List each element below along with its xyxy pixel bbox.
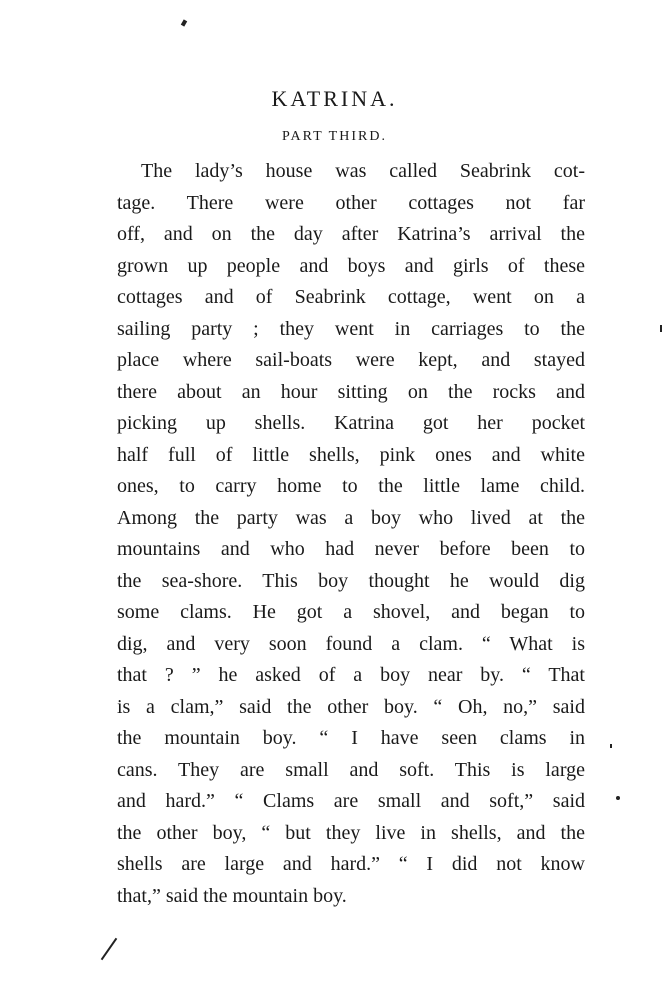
text-line: cottages and of Seabrink cottage, went on a — [117, 286, 585, 308]
chapter-title: KATRINA. — [271, 86, 398, 111]
ink-speck — [660, 325, 662, 332]
text-line: Among the party was a boy who lived at the — [117, 506, 585, 529]
text-line: there about an hour sitting on the rocks and — [117, 380, 585, 403]
text-line: the mountain boy. “ I have seen clams in — [117, 727, 585, 749]
text-line: cans. They are small and soft. This is large — [117, 758, 585, 781]
text-line: grown up people and boys and girls of these — [117, 254, 585, 277]
text-line: off, and on the day after Katrina’s arrival the — [117, 223, 585, 245]
text-line: the sea-shore. This boy thought he would dig — [117, 569, 585, 592]
ink-speck — [181, 19, 187, 26]
ink-speck — [610, 744, 612, 748]
text-line: and hard.” “ Clams are small and soft,” said — [117, 790, 585, 812]
text-line: The lady’s house was called Seabrink cot- — [141, 160, 585, 182]
chapter-subtitle: PART THIRD. — [282, 129, 387, 144]
ink-speck — [101, 938, 118, 960]
text-line: some clams. He got a shovel, and began to — [117, 601, 585, 623]
text-line: place where sail-boats were kept, and stayed — [117, 349, 585, 371]
text-line: ones, to carry home to the little lame child. — [117, 475, 585, 497]
text-line: half full of little shells, pink ones and white — [117, 443, 585, 466]
text-line: tage. There were other cottages not far — [117, 191, 585, 214]
text-line: sailing party ; they went in carriages to the — [117, 317, 585, 340]
text-line: is a clam,” said the other boy. “ Oh, no,” said — [117, 695, 585, 718]
text-line: dig, and very soon found a clam. “ What is — [117, 632, 585, 655]
text-line: shells are large and hard.” “ I did not know — [117, 853, 585, 875]
text-line: that,” said the mountain boy. — [117, 884, 347, 907]
text-line: mountains and who had never before been to — [117, 538, 585, 560]
text-line: that ? ” he asked of a boy near by. “ That — [117, 664, 585, 686]
body-paragraph — [117, 156, 585, 912]
text-line: picking up shells. Katrina got her pocket — [117, 412, 585, 434]
ink-speck — [616, 796, 620, 800]
text-line: the other boy, “ but they live in shells, and the — [117, 821, 585, 844]
